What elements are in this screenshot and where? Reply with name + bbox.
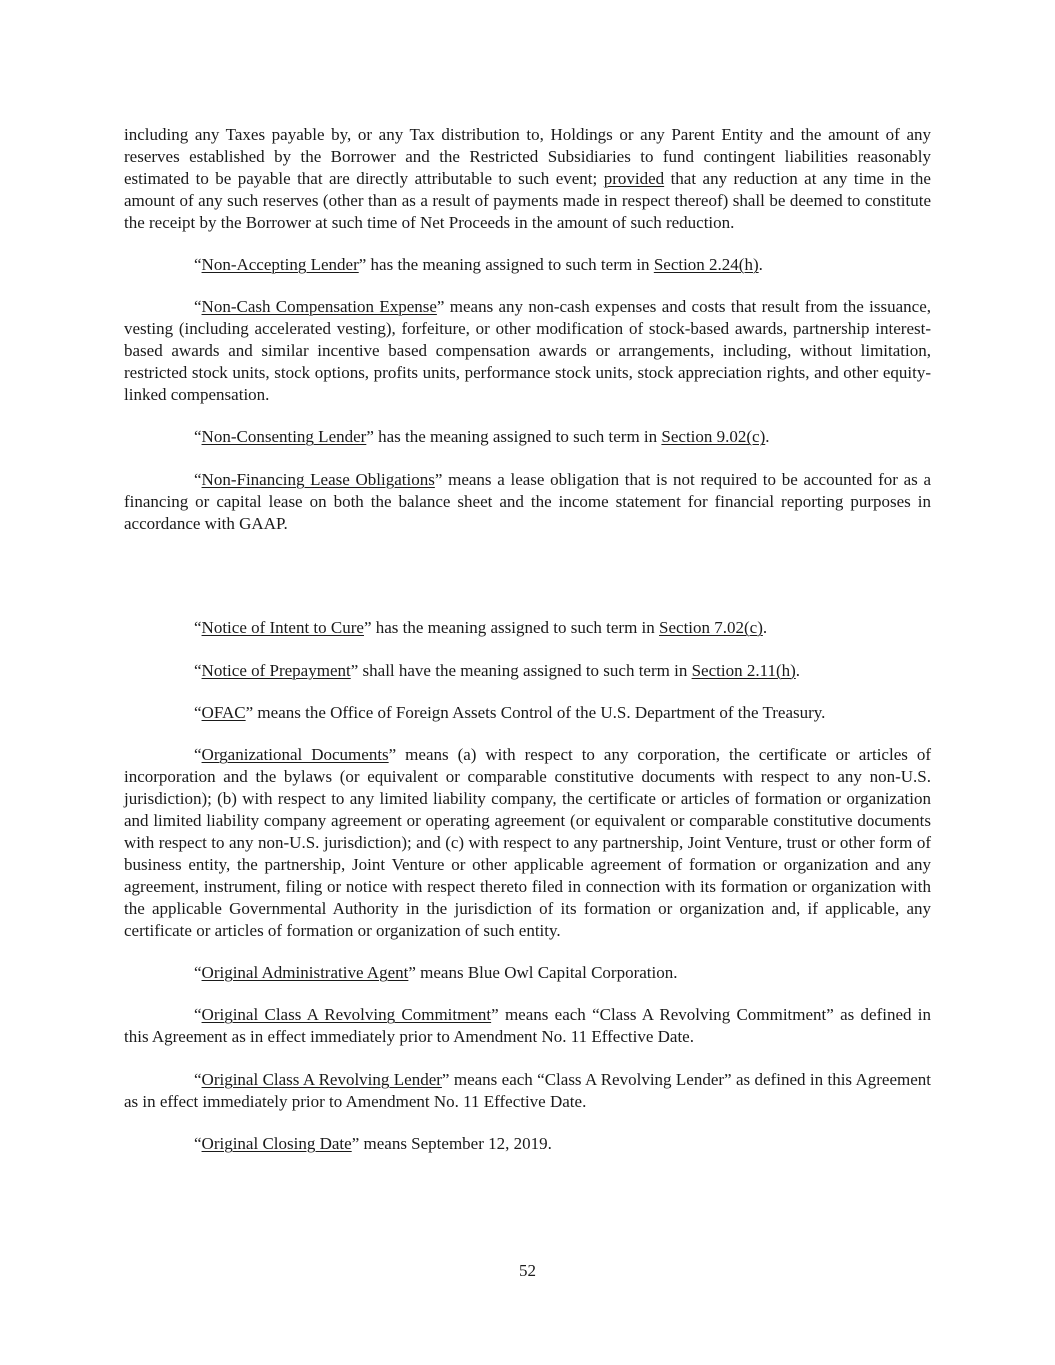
text-run: . — [762, 618, 768, 638]
defined-term: Non-Cash Compensation Expense — [201, 297, 437, 317]
defined-term: Notice of Prepayment — [201, 660, 351, 680]
text-run: ” means September 12, 2019. — [351, 1134, 552, 1153]
open-quote: “ — [194, 427, 202, 447]
definition-non-consenting-lender — [124, 426, 931, 448]
text-run: ” means any non-cash expenses and costs that result from the issuance, vesting (including accelerated vesting), forfeiture, or other modification of stock-based awards, partnership interest-based awards and similar incentive based compensation awards or arrangements, including, without limitation, restricted stock units, stock options, profits units, performance stock units, stock appreciation rights, and other equity-linked compensation. — [124, 297, 931, 405]
defined-term: Non-Financing Lease Obligations — [201, 469, 435, 489]
section-reference: Section 7.02(c) — [659, 618, 763, 638]
definition-organizational-documents — [124, 744, 931, 941]
defined-term: OFAC — [201, 702, 246, 722]
text-run: ” means a lease obligation that is not required to be accounted for as a financing or capital lease on both the balance sheet and the income statement for financial reporting purposes in accordance with GAAP. — [124, 469, 932, 533]
definition-original-class-a-revolving-commitment — [124, 1004, 931, 1048]
open-quote: “ — [194, 1069, 202, 1089]
definition-original-closing-date — [124, 1133, 931, 1155]
defined-term: Notice of Intent to Cure — [201, 618, 364, 638]
text-run: . — [758, 255, 763, 275]
text-run: . — [765, 427, 770, 447]
text-run: ” has the meaning assigned to such term in — [366, 427, 662, 447]
open-quote: “ — [194, 962, 202, 982]
defined-term: Organizational Documents — [201, 745, 389, 765]
defined-term: Original Closing Date — [201, 1134, 352, 1153]
text-run: ” means Blue Owl Capital Corporation. — [408, 962, 678, 982]
definition-original-class-a-revolving-lender — [124, 1069, 931, 1113]
defined-term: Original Class A Revolving Commitment — [201, 1005, 492, 1025]
text-run: ” has the meaning assigned to such term in — [358, 255, 654, 275]
section-reference: Section 2.11(h) — [691, 660, 796, 680]
open-quote: “ — [194, 255, 202, 275]
page-number: 52 — [519, 1261, 536, 1280]
section-reference: Section 2.24(h) — [653, 255, 759, 275]
text-run: ” means each “Class A Revolving Commitment” as defined in this Agreement as in effect immediately prior to Amendment No. 11 Effective Date. — [124, 1005, 932, 1047]
open-quote: “ — [194, 469, 202, 489]
defined-term: Non-Consenting Lender — [201, 427, 367, 447]
definition-non-accepting-lender — [124, 254, 931, 276]
definition-non-financing-lease-obligations — [124, 469, 931, 535]
text-run: ” means each “Class A Revolving Lender” as defined in this Agreement as in effect immediately prior to Amendment No. 11 Effective Date. — [124, 1069, 931, 1111]
definition-original-administrative-agent — [124, 962, 931, 984]
document-page — [124, 124, 931, 1175]
text-run: including any Taxes payable by, or any Tax distribution to, Holdings or any Parent Entity and the amount of any reserves established by the Borrower and the Restricted Subsidiaries to fund contingent liabilities reasonably estimated to be payable that are directly attributable to such event; — [124, 125, 931, 188]
defined-term: Non-Accepting Lender — [201, 255, 359, 275]
definition-ofac — [124, 702, 931, 724]
open-quote: “ — [194, 660, 202, 680]
text-run: ” shall have the meaning assigned to such term in — [350, 660, 692, 680]
section-reference: Section 9.02(c) — [661, 427, 766, 447]
open-quote: “ — [194, 1134, 202, 1153]
defined-term: Original Class A Revolving Lender — [201, 1069, 442, 1089]
blank-space — [124, 555, 931, 617]
open-quote: “ — [194, 702, 202, 722]
text-run: . — [795, 660, 801, 680]
defined-term: Original Administrative Agent — [201, 962, 409, 982]
text-run: ” has the meaning assigned to such term in — [363, 618, 660, 638]
text-run: ” means the Office of Foreign Assets Control of the U.S. Department of the Treasury. — [245, 702, 826, 722]
definition-non-cash-compensation-expense — [124, 296, 931, 406]
text-run: that any reduction at any time in the amount of any such reserves (other than as a result of payments made in respect thereof) shall be deemed to constitute the receipt by the Borrower at such time of Net Proceeds in the amount of such reduction. — [124, 168, 931, 232]
open-quote: “ — [194, 745, 202, 765]
open-quote: “ — [194, 1005, 202, 1025]
definition-notice-of-prepayment — [124, 660, 931, 682]
text-run: ” means (a) with respect to any corporation, the certificate or articles of incorporation and the bylaws (or equivalent or comparable constitutive documents with respect to any non-U.S. jurisdiction); (b) with respect to any limited liability company, the certificate or articles of formation or organization and limited liability company agreement or operating agreement (or equivalent or comparable constitutive documents with respect to any non-U.S. jurisdiction); and (c) with respect to any partnership, Joint Venture, trust or other form of business entity, the partnership, Joint Venture or other applicable agreement of formation or organization and any agreement, instrument, filing or notice with respect thereto filed in connection with its formation or organization with the applicable Governmental Authority in the jurisdiction of its formation or organization and, if applicable, any certificate or articles of formation or organization of such entity. — [124, 745, 931, 940]
open-quote: “ — [194, 618, 202, 638]
paragraph-net-proceeds-continuation — [124, 124, 931, 234]
definition-notice-of-intent-to-cure — [124, 617, 931, 639]
open-quote: “ — [194, 297, 202, 317]
provided-term: provided — [603, 168, 665, 188]
